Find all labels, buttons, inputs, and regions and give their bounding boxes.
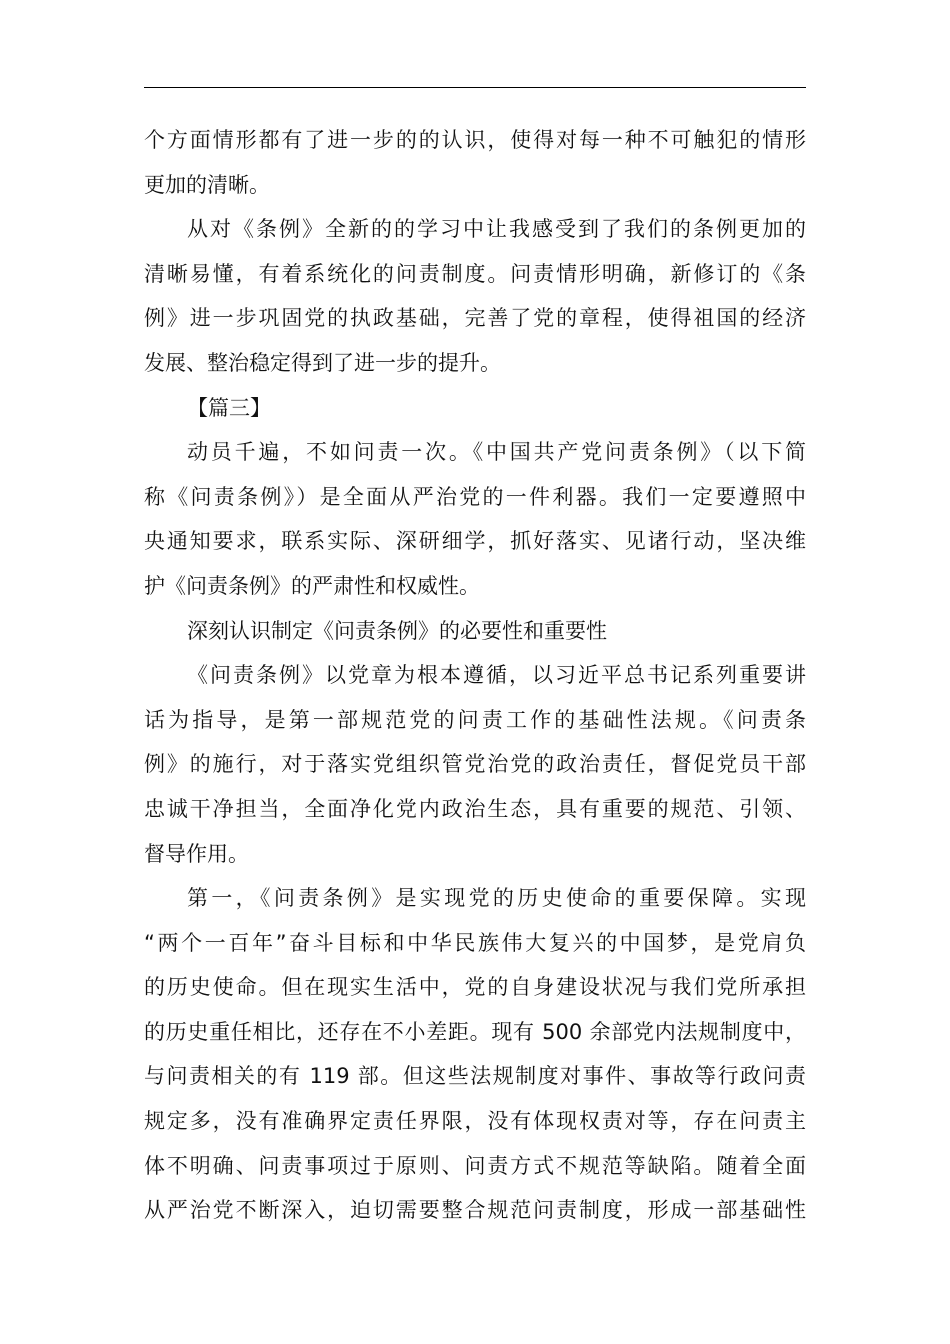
text-line: 话为指导，是第一部规范党的问责工作的基础性法规。《问责条 bbox=[144, 707, 806, 732]
paragraph-start-line: 《问责条例》以党章为根本遵循，以习近平总书记系列重要讲 bbox=[187, 663, 806, 688]
text-line: 发展、整治稳定得到了进一步的提升。 bbox=[144, 350, 501, 375]
text-line: 清晰易懂，有着系统化的问责制度。问责情形明确，新修订的《条 bbox=[144, 261, 806, 286]
text-line: 忠诚干净担当，全面净化党内政治生态，具有重要的规范、引领、 bbox=[144, 796, 806, 821]
paragraph-start-line: 从对《条例》全新的的学习中让我感受到了我们的条例更加的 bbox=[187, 217, 806, 242]
text-line: 称《问责条例》）是全面从严治党的一件利器。我们一定要遵照中 bbox=[144, 484, 806, 509]
text-line: “两个一百年”奋斗目标和中华民族伟大复兴的中国梦，是党肩负 bbox=[144, 930, 806, 955]
paragraph-start-line: 动员千遍，不如问责一次。《中国共产党问责条例》（以下简 bbox=[187, 440, 806, 465]
section-heading: 【篇三】 bbox=[187, 395, 271, 420]
text-line: 更加的清晰。 bbox=[144, 172, 270, 197]
text-line: 从严治党不断深入，迫切需要整合规范问责制度，形成一部基础性 bbox=[144, 1198, 806, 1223]
text-line: 个方面情形都有了进一步的的认识，使得对每一种不可触犯的情形 bbox=[144, 128, 806, 152]
text-line: 体不明确、问责事项过于原则、问责方式不规范等缺陷。随着全面 bbox=[144, 1153, 806, 1178]
text-line: 的历史重任相比，还存在不小差距。现有 500 余部党内法规制度中， bbox=[144, 1019, 806, 1044]
header-rule bbox=[144, 87, 806, 88]
subheading: 深刻认识制定《问责条例》的必要性和重要性 bbox=[187, 618, 607, 643]
body-text bbox=[144, 118, 806, 1233]
text-line: 督导作用。 bbox=[144, 841, 249, 866]
text-line: 例》的施行，对于落实党组织管党治党的政治责任，督促党员干部 bbox=[144, 752, 806, 777]
text-line: 的历史使命。但在现实生活中，党的自身建设状况与我们党所承担 bbox=[144, 975, 806, 1000]
text-line: 与问责相关的有 119 部。但这些法规制度对事件、事故等行政问责 bbox=[144, 1064, 806, 1089]
text-line: 护《问责条例》的严肃性和权威性。 bbox=[144, 573, 480, 598]
paragraph-start-line: 第一，《问责条例》是实现党的历史使命的重要保障。实现 bbox=[187, 886, 806, 911]
text-line: 例》进一步巩固党的执政基础，完善了党的章程，使得祖国的经济 bbox=[144, 306, 806, 331]
text-line: 央通知要求，联系实际、深研细学，抓好落实、见诸行动，坚决维 bbox=[144, 529, 806, 554]
text-line: 规定多，没有准确界定责任界限，没有体现权责对等，存在问责主 bbox=[144, 1109, 806, 1134]
